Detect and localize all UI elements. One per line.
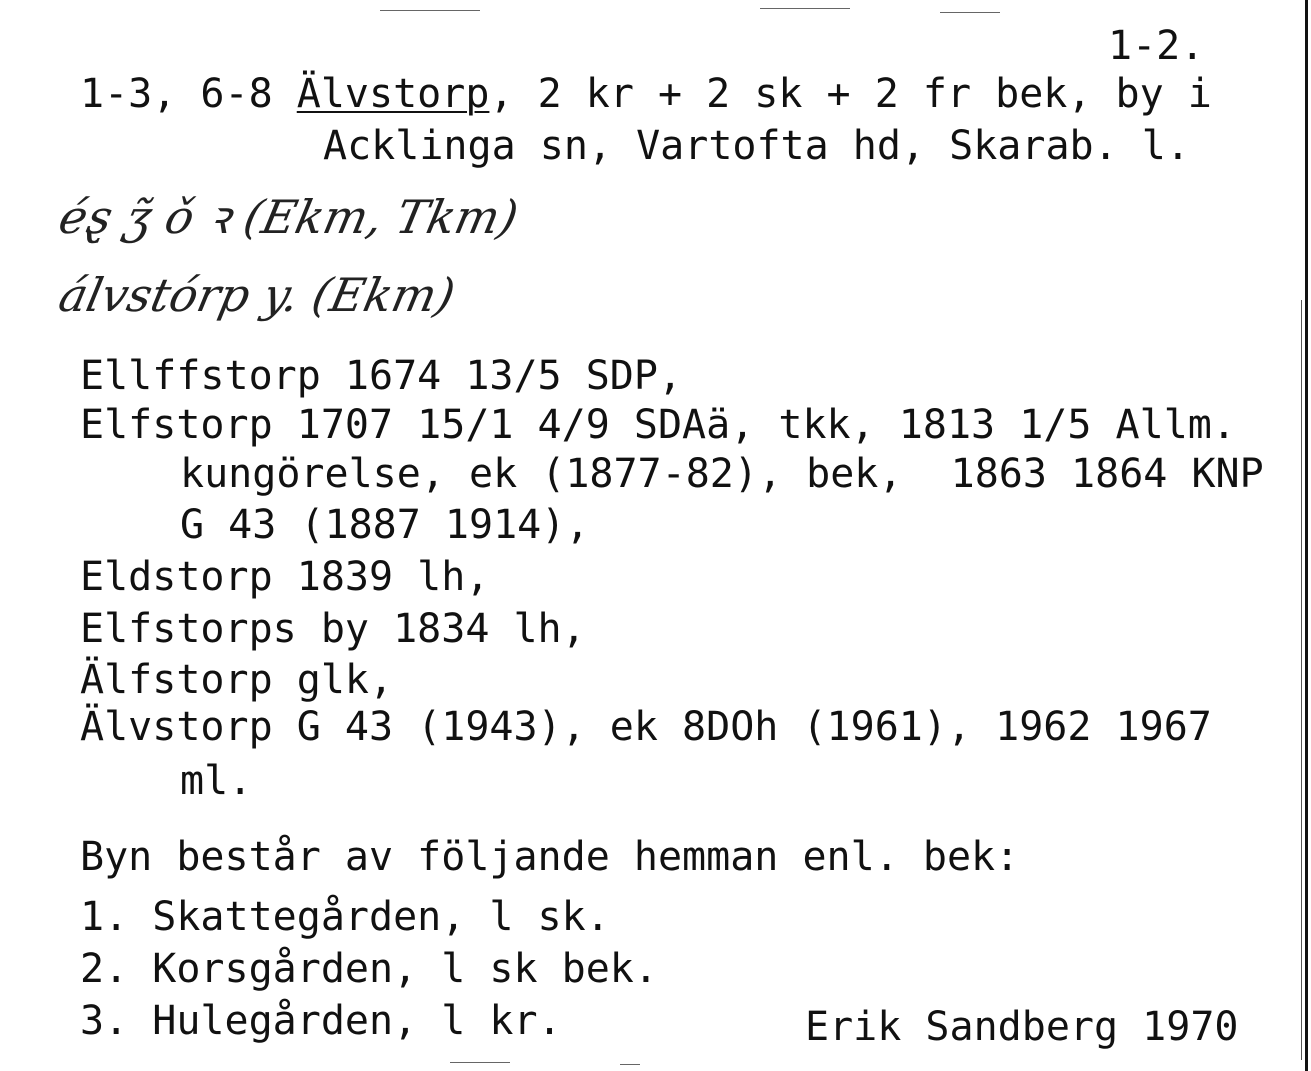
heading-prefix: 1-3, 6-8: [80, 71, 297, 117]
form-line: Ellffstorp 1674 13/5 SDP,: [80, 353, 683, 399]
form-line: kungörelse, ek (1877-82), bek, 1863 1864 KNP: [180, 451, 1264, 497]
card-number: 1-2.: [1108, 23, 1205, 69]
scan-mark: [450, 1062, 510, 1063]
form-line: ml.: [180, 758, 253, 804]
scan-mark: [760, 8, 850, 9]
scan-mark: [620, 1064, 640, 1065]
farm-item: 1. Skattegården, l sk.: [80, 894, 610, 940]
handwritten-note-1: éȿ ʒ̃ ǒ ꝛ (Ekm, Tkm): [54, 190, 523, 244]
card-right-edge: [1305, 0, 1308, 1071]
heading-line-1: [80, 70, 1212, 118]
form-line: Älfstorp glk,: [80, 657, 394, 703]
author-signature: Erik Sandberg 1970: [805, 1004, 1239, 1050]
heading-suffix: , 2 kr + 2 sk + 2 fr bek, by i: [489, 71, 1212, 117]
form-line: Elfstorps by 1834 lh,: [80, 606, 586, 652]
handwritten-note-2: álvstórp y. (Ekm): [54, 268, 460, 322]
form-line: Älvstorp G 43 (1943), ek 8DOh (1961), 1962 1967: [80, 704, 1212, 750]
form-line: Eldstorp 1839 lh,: [80, 554, 490, 600]
heading-line-2: Acklinga sn, Vartofta hd, Skarab. l.: [323, 123, 1190, 169]
scan-mark: [380, 10, 480, 11]
farm-item: 3. Hulegården, l kr.: [80, 998, 562, 1044]
card-inner-edge: [1301, 300, 1302, 1060]
farms-intro: Byn består av följande hemman enl. bek:: [80, 834, 1020, 880]
form-line: Elfstorp 1707 15/1 4/9 SDAä, tkk, 1813 1/5 Allm.: [80, 402, 1236, 448]
form-line: G 43 (1887 1914),: [180, 502, 590, 548]
farm-item: 2. Korsgården, l sk bek.: [80, 946, 658, 992]
scan-mark: [940, 12, 1000, 13]
place-name: Älvstorp: [296, 71, 490, 117]
